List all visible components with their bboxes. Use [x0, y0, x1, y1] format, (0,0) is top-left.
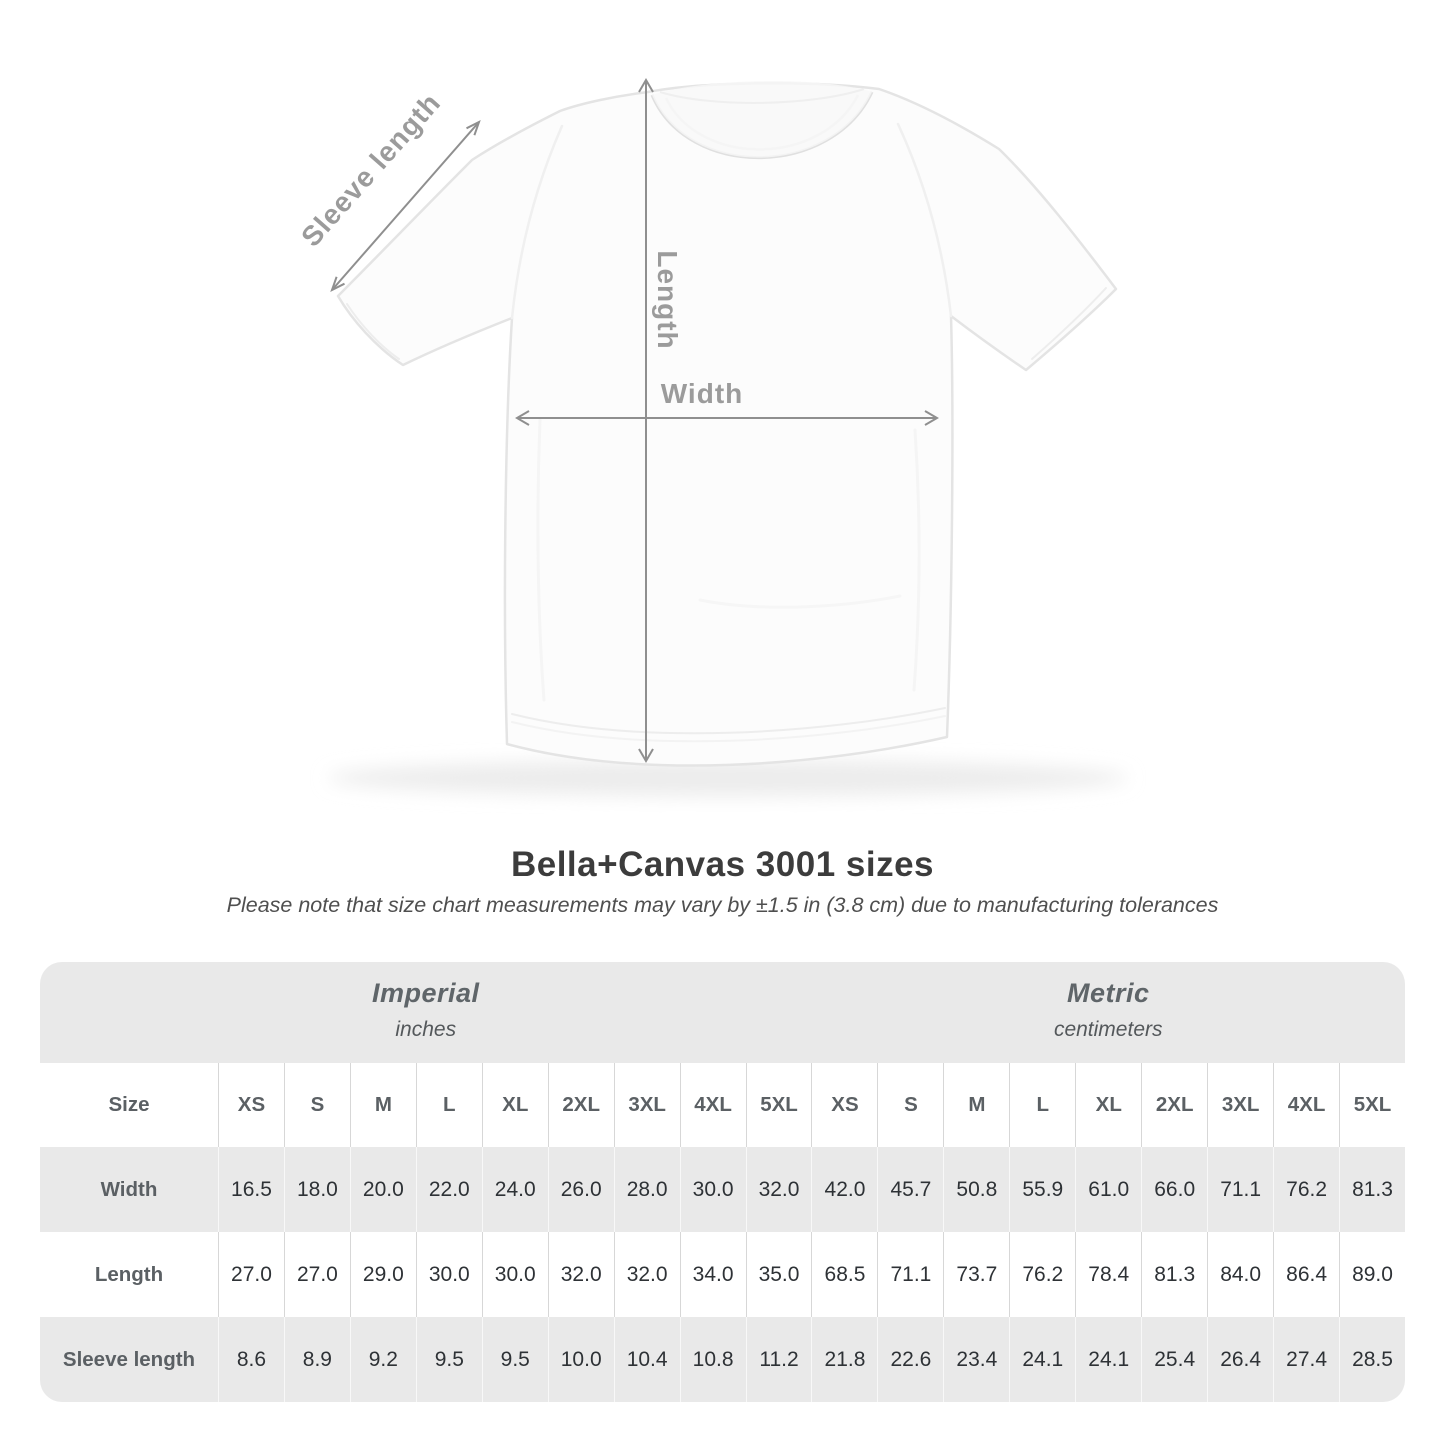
size-column-header-metric: S: [877, 1063, 943, 1147]
table-cell-imperial: 9.5: [416, 1317, 482, 1402]
table-cell-metric: 86.4: [1273, 1232, 1339, 1317]
size-column-header-imperial: M: [350, 1063, 416, 1147]
table-cell-metric: 24.1: [1009, 1317, 1075, 1402]
table-cell-imperial: 35.0: [746, 1232, 812, 1317]
table-cell-imperial: 24.0: [482, 1147, 548, 1232]
table-cell-metric: 76.2: [1009, 1232, 1075, 1317]
table-cell-metric: 61.0: [1075, 1147, 1141, 1232]
unit-group-sublabel: inches: [395, 1017, 457, 1041]
table-cell-imperial: 18.0: [284, 1147, 350, 1232]
table-cell-metric: 76.2: [1273, 1147, 1339, 1232]
row-label: Length: [40, 1232, 218, 1317]
sleeve-length-label: Sleeve length: [295, 86, 447, 253]
page-title: Bella+Canvas 3001 sizes: [510, 845, 935, 884]
table-cell-metric: 81.3: [1339, 1147, 1405, 1232]
table-cell-metric: 66.0: [1141, 1147, 1207, 1232]
size-column-header-metric: 4XL: [1273, 1063, 1339, 1147]
table-cell-metric: 71.1: [1207, 1147, 1273, 1232]
table-cell-metric: 42.0: [811, 1147, 877, 1232]
unit-group-imperial: [40, 962, 811, 1063]
shirt-body: [338, 83, 1116, 765]
table-cell-imperial: 27.0: [218, 1232, 284, 1317]
table-cell-metric: 71.1: [877, 1232, 943, 1317]
table-cell-metric: 24.1: [1075, 1317, 1141, 1402]
table-cell-metric: 22.6: [877, 1317, 943, 1402]
table-cell-imperial: 11.2: [746, 1317, 812, 1402]
table-cell-imperial: 27.0: [284, 1232, 350, 1317]
table-cell-imperial: 32.0: [614, 1232, 680, 1317]
table-cell-metric: 26.4: [1207, 1317, 1273, 1402]
size-column-header-metric: M: [943, 1063, 1009, 1147]
size-column-header-imperial: 4XL: [680, 1063, 746, 1147]
table-cell-metric: 89.0: [1339, 1232, 1405, 1317]
table-cell-metric: 25.4: [1141, 1317, 1207, 1402]
size-column-header-metric: 3XL: [1207, 1063, 1273, 1147]
size-column-header-metric: L: [1009, 1063, 1075, 1147]
tolerance-note: Please note that size chart measurements may vary by ±1.5 in (3.8 cm) due to manufacturing tolerances: [226, 893, 1219, 917]
table-cell-imperial: 22.0: [416, 1147, 482, 1232]
table-cell-imperial: 20.0: [350, 1147, 416, 1232]
table-cell-imperial: 32.0: [548, 1232, 614, 1317]
table-cell-metric: 23.4: [943, 1317, 1009, 1402]
table-cell-metric: 45.7: [877, 1147, 943, 1232]
row-label: Width: [40, 1147, 218, 1232]
width-label: Width: [660, 378, 744, 409]
size-column-header-metric: XL: [1075, 1063, 1141, 1147]
table-cell-metric: 27.4: [1273, 1317, 1339, 1402]
size-column-header-metric: 2XL: [1141, 1063, 1207, 1147]
table-cell-imperial: 16.5: [218, 1147, 284, 1232]
table-cell-imperial: 30.0: [482, 1232, 548, 1317]
table-cell-metric: 81.3: [1141, 1232, 1207, 1317]
size-column-header-metric: 5XL: [1339, 1063, 1405, 1147]
unit-group-label: Metric: [1066, 977, 1150, 1008]
table-cell-imperial: 28.0: [614, 1147, 680, 1232]
table-cell-imperial: 30.0: [416, 1232, 482, 1317]
unit-group-metric: [811, 962, 1405, 1063]
table-cell-imperial: 26.0: [548, 1147, 614, 1232]
table-cell-imperial: 10.0: [548, 1317, 614, 1402]
size-column-header-imperial: S: [284, 1063, 350, 1147]
table-cell-metric: 50.8: [943, 1147, 1009, 1232]
table-cell-imperial: 10.8: [680, 1317, 746, 1402]
table-cell-imperial: 34.0: [680, 1232, 746, 1317]
table-cell-metric: 28.5: [1339, 1317, 1405, 1402]
size-column-header-imperial: XS: [218, 1063, 284, 1147]
size-table: [40, 962, 1405, 1402]
row-label: Sleeve length: [40, 1317, 218, 1402]
table-cell-imperial: 9.2: [350, 1317, 416, 1402]
table-cell-imperial: 8.6: [218, 1317, 284, 1402]
size-corner-header: Size: [40, 1063, 218, 1147]
table-cell-imperial: 29.0: [350, 1232, 416, 1317]
table-cell-imperial: 30.0: [680, 1147, 746, 1232]
size-column-header-imperial: XL: [482, 1063, 548, 1147]
size-column-header-imperial: 2XL: [548, 1063, 614, 1147]
table-cell-metric: 68.5: [811, 1232, 877, 1317]
unit-group-label: Imperial: [371, 977, 480, 1008]
table-cell-imperial: 9.5: [482, 1317, 548, 1402]
table-cell-metric: 73.7: [943, 1232, 1009, 1317]
table-cell-metric: 78.4: [1075, 1232, 1141, 1317]
size-column-header-imperial: L: [416, 1063, 482, 1147]
size-column-header-imperial: 3XL: [614, 1063, 680, 1147]
unit-group-sublabel: centimeters: [1053, 1017, 1163, 1041]
table-cell-metric: 84.0: [1207, 1232, 1273, 1317]
table-cell-metric: 55.9: [1009, 1147, 1075, 1232]
size-column-header-metric: XS: [811, 1063, 877, 1147]
table-cell-imperial: 8.9: [284, 1317, 350, 1402]
table-cell-imperial: 10.4: [614, 1317, 680, 1402]
length-label: Length: [652, 250, 683, 350]
table-cell-metric: 21.8: [811, 1317, 877, 1402]
table-cell-imperial: 32.0: [746, 1147, 812, 1232]
size-column-header-imperial: 5XL: [746, 1063, 812, 1147]
